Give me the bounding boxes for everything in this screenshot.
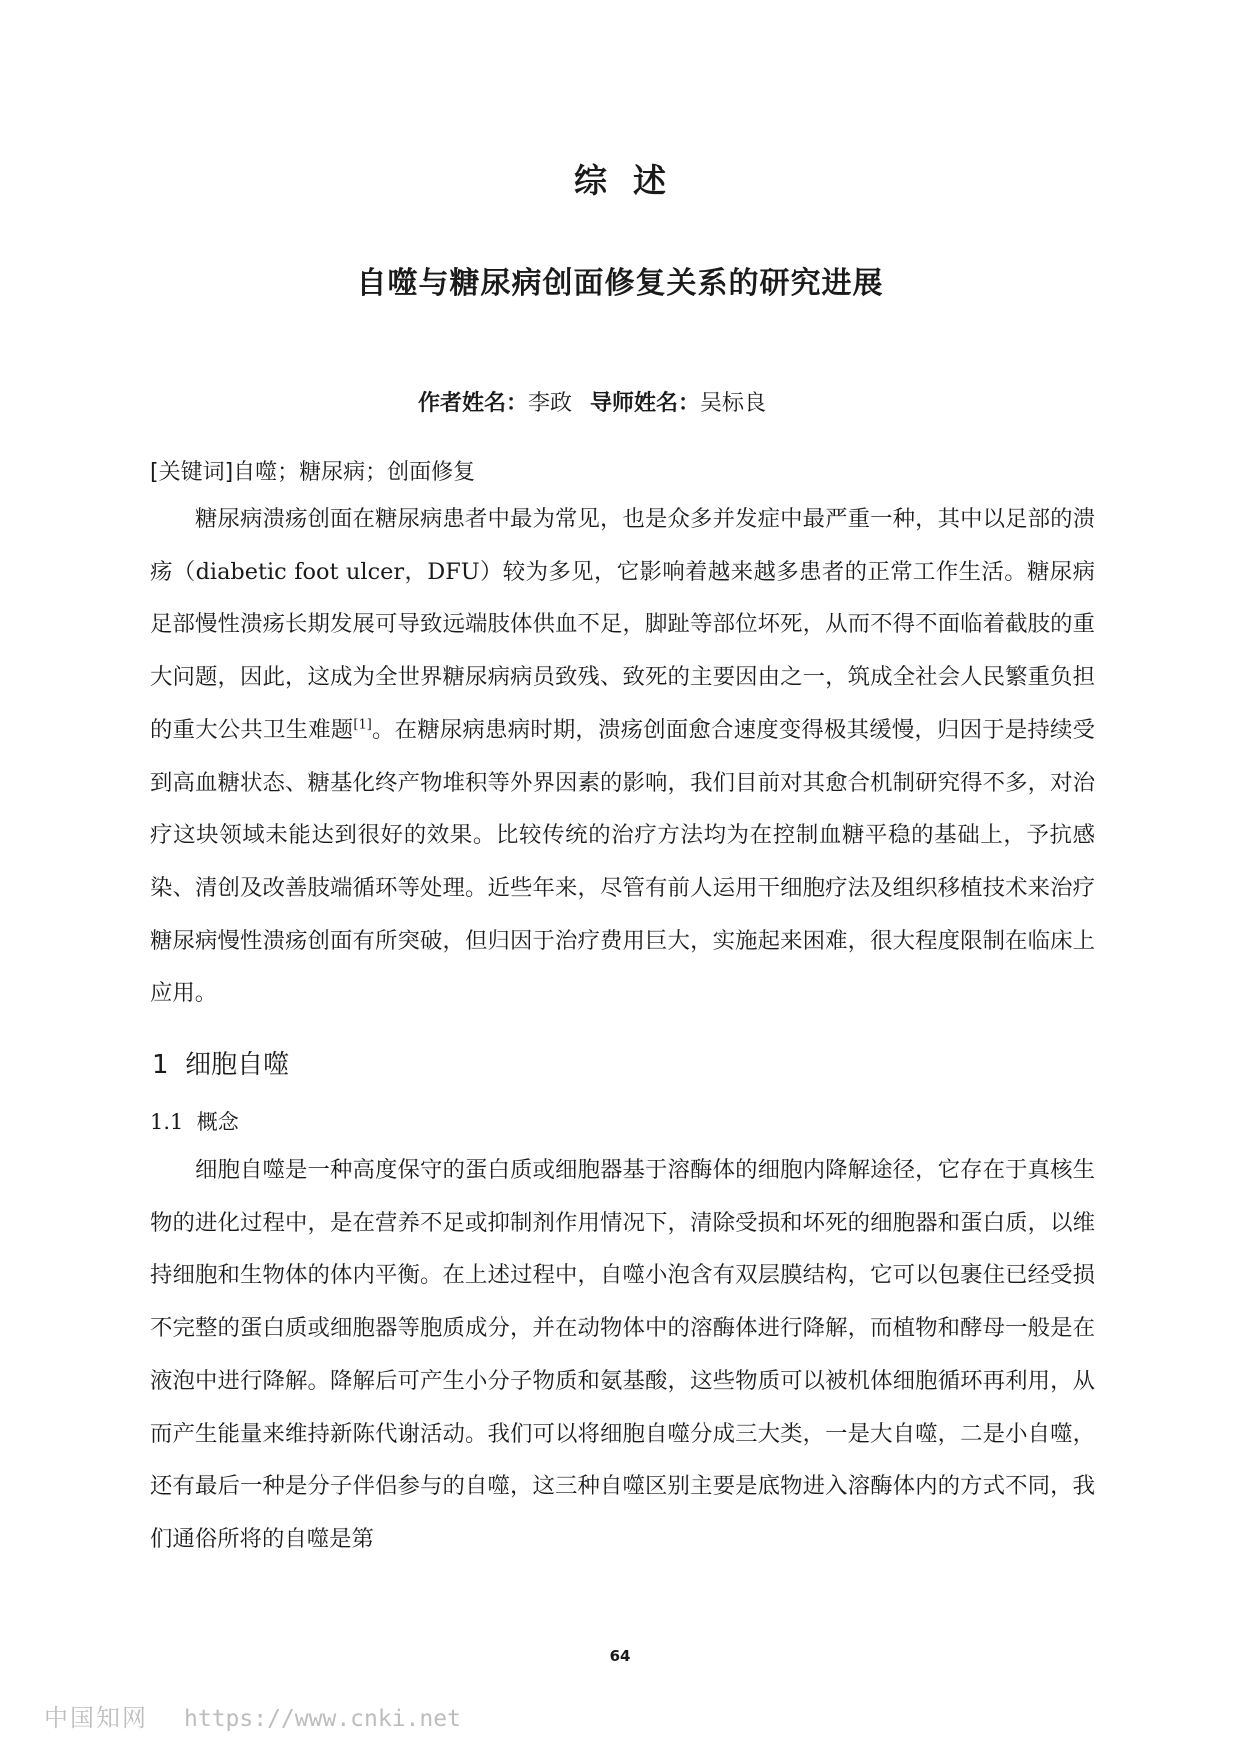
advisor-label: 导师姓名：	[590, 391, 701, 416]
watermark-name: 中国知网	[44, 1704, 148, 1732]
intro-text-part2: 。在糖尿病患病时期，溃疡创面愈合速度变得极其缓慢，归因于是持续受到高血糖状态、糖基化终产物堆积等外界因素的影响，我们目前对其愈合机制研究得不多，对治疗这块领域未能达到很好的效果。比较传统的治疗方法均为在控制血糖平稳的基础上，予抗感染、清创及改善肢端循环等处理。近些年来，尽管有前人运用干细胞疗法及组织移植技术来治疗糖尿病慢性溃疡创面有所突破，但归因于治疗费用巨大，实施起来困难，很大程度限制在临床上应用。	[150, 716, 1096, 1007]
citation-ref: [1]	[353, 717, 372, 733]
section-heading-1	[152, 1044, 289, 1081]
watermark-url: https://www.cnki.net	[184, 1706, 461, 1732]
author-label: 作者姓名：	[418, 391, 529, 416]
keywords-text: 自噬；糖尿病；创面修复	[233, 460, 476, 485]
intro-text-part1: 糖尿病溃疡创面在糖尿病患者中最为常见，也是众多并发症中最严重一种，其中以足部的溃疡（diabetic foot ulcer，DFU）较为多见，它影响着越来越多患者的正常工作生活。糖尿病足部慢性溃疡长期发展可导致远端肢体供血不足，脚趾等部位坏死，从而不得不面临着截肢的重大问题，因此，这成为全世界糖尿病病员致残、致死的主要因由之一，筑成全社会人民繁重负担的重大公共卫生难题	[150, 506, 1095, 743]
paper-title: 自噬与糖尿病创面修复关系的研究进展	[356, 266, 884, 301]
cnki-watermark	[44, 1698, 461, 1733]
advisor-name: 吴标良	[700, 391, 767, 416]
author-name: 李政	[528, 391, 573, 416]
keywords-line	[150, 455, 475, 486]
subsection-heading-number: 1.1	[150, 1110, 184, 1134]
keywords-label: [关键词]	[150, 460, 234, 485]
intro-paragraph	[150, 493, 1095, 1020]
page-number: 64	[609, 1647, 631, 1665]
section-title: 综述	[574, 161, 692, 200]
subsection-heading-1-1	[150, 1106, 239, 1136]
section-heading-1-text: 细胞自噬	[185, 1050, 290, 1080]
autophagy-paragraph: 细胞自噬是一种高度保守的蛋白质或细胞器基于溶酶体的细胞内降解途径，它存在于真核生物的进化过程中，是在营养不足或抑制剂作用情况下，清除受损和坏死的细胞器和蛋白质，以维持细胞和生物体的体内平衡。在上述过程中，自噬小泡含有双层膜结构，它可以包裹住已经受损不完整的蛋白质或细胞器等胞质成分，并在动物体中的溶酶体进行降解，而植物和酵母一般是在液泡中进行降解。降解后可产生小分子物质和氨基酸，这些物质可以被机体细胞循环再利用，从而产生能量来维持新陈代谢活动。我们可以将细胞自噬分成三大类，一是大自噬，二是小自噬，还有最后一种是分子伴侣参与的自噬，这三种自噬区别主要是底物进入溶酶体内的方式不同，我们通俗所将的自噬是第	[150, 1157, 1095, 1552]
section-heading-1-number: 1	[152, 1050, 169, 1080]
subsection-heading-text: 概念	[196, 1110, 239, 1134]
